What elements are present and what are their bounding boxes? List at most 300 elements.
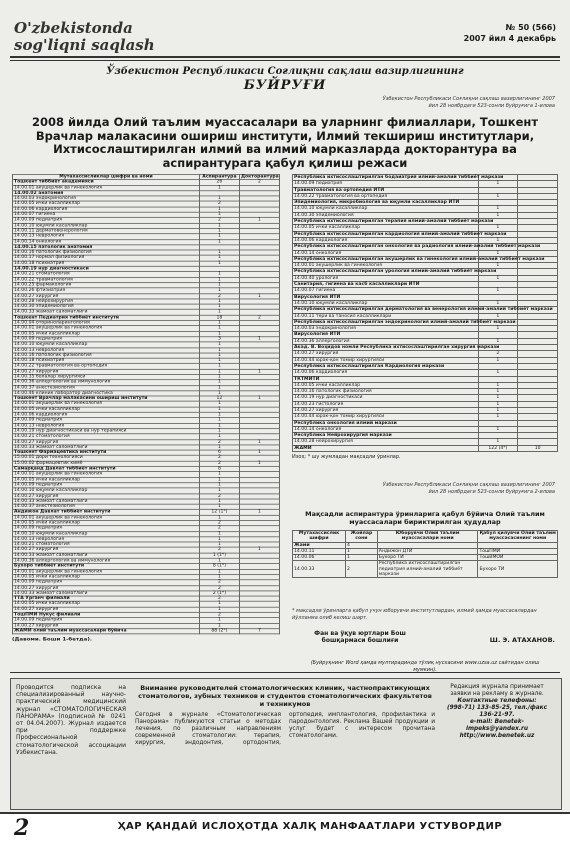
table-cell: 1 (1*)	[199, 553, 239, 558]
table-cell: 1	[199, 385, 239, 390]
table-cell: Республика ихтисослаштирилган акушерлик ва гинекология илмий-амалий тиббиёт маркази	[294, 256, 545, 262]
table-cell: Бухоро ТИ	[377, 555, 478, 561]
table-cell: 2	[199, 201, 239, 206]
table-cell: 14.00.15 патологик анатомия	[13, 245, 200, 250]
table-cell: 14.00.36 аллергология ва иммунология	[13, 380, 200, 385]
table-note: Изоҳ: * шу жумладан мақсадли ўринлар.	[292, 454, 401, 461]
table-cell: 14.00.18 психиатрия	[13, 261, 200, 266]
table-cell: 1	[199, 618, 239, 623]
table-cell: 1	[199, 623, 239, 628]
table-cell: 14.00.01 акушерлик ва гинекология	[13, 515, 200, 520]
admission-plan-table-right	[292, 174, 558, 460]
table-cell: 2	[478, 351, 518, 357]
contact-web: http://www.benetek.uz	[459, 733, 535, 739]
table-cell: 14.00.04 оториноларингология	[13, 320, 200, 325]
table-cell: 1	[199, 347, 239, 352]
table-cell: 1	[478, 275, 518, 281]
table-cell: 14.00.21 стоматология	[13, 542, 200, 547]
table-cell: Республика ихтисослаштирилган онкология ва радиология илмий-амалий тиббиёт маркази	[294, 244, 541, 250]
table-cell: ТКТМИТИ	[293, 376, 479, 382]
table-cell: 1	[478, 181, 518, 187]
table-cell: 14.00.09 педиатрия	[13, 483, 200, 488]
table-cell: 1	[199, 558, 239, 563]
table-cell: 14.00.28 нейрохирургия	[13, 299, 200, 304]
ministry-name: Ўзбекистон Республикаси Соғлиқни сақлаш вазирлигининг	[106, 66, 464, 77]
table-cell: 14.00.22 травматология ва ортопедия	[293, 193, 479, 199]
table-cell: 1	[199, 234, 239, 239]
table-cell: 14.00.06 кардиология	[13, 207, 200, 212]
ad-headline: Внимание руководителей стоматологических клиник, частнопрактикующих стоматологов, зубных техников и студентов стоматологических факультетов и техникумов	[138, 684, 432, 708]
annex-2-note: Ўзбекистон Республикаси Соғлиқни сақлаш вазирлигининг 2007 йил 28 ноябрдаги 523-сонли буйруғига 2-илова	[382, 482, 555, 495]
table-cell: 1	[199, 223, 239, 228]
table-cell: 1	[199, 429, 239, 434]
table-cell: 1	[199, 472, 239, 477]
table-cell: 1	[199, 272, 239, 277]
table-cell: 1	[478, 357, 518, 363]
table-cell: 1	[199, 331, 239, 336]
table-cell: Тошкент тиббиёт академияси	[13, 180, 200, 185]
table-cell: 3	[199, 337, 239, 342]
table-cell: 2	[199, 612, 239, 617]
table-cell: 1	[199, 283, 239, 288]
table-cell: 1	[199, 607, 239, 612]
table-cell: 1	[239, 396, 279, 401]
ad-body-text: Сегодня в журнале «Стоматологическая Панорама» публикуются статьи о методах лечения, по различным направлениям современной стоматологии: терапия, хирургия, эндодонтия, ортодонтия, ортопедия, имплантология, профилактика и пародонтология. Реклама Вашей продукции и услуг будет с интересом прочитана стоматологами.	[135, 712, 435, 746]
issue-date: 2007 йил 4 декабрь	[463, 34, 556, 43]
table-cell: 14.00.23 гистология	[293, 401, 479, 407]
table-cell: 14.00.30 эпидемиология	[293, 212, 479, 218]
table-cell: 14.00.09 педиатрия	[293, 181, 479, 187]
table-cell: 2	[346, 561, 378, 578]
masthead-rule-thin	[10, 60, 560, 61]
table-cell: 2	[199, 293, 239, 298]
table-cell: 1	[199, 537, 239, 542]
table-cell: 14.00.02 анатомия	[13, 191, 200, 196]
table-cell: 2	[199, 585, 239, 590]
table-cell: 14.00.05 ички касалликлар	[293, 382, 479, 388]
table-cell: 1	[199, 207, 239, 212]
table-cell: 1	[199, 342, 239, 347]
table-cell: 14.00.14 онкология	[293, 250, 479, 256]
table-cell: 1	[478, 300, 518, 306]
table-cell: 14.00.10 юқумли касалликлар	[293, 206, 479, 212]
table-cell: 1	[478, 401, 518, 407]
table-cell: 14.00.16 патологик физиология	[13, 353, 200, 358]
table-cell: 14.00.46 клиник лаборатор диагностика	[13, 391, 200, 396]
table-cell: 1	[478, 407, 518, 413]
table-cell: 1	[199, 239, 239, 244]
table-cell: 1	[478, 338, 518, 344]
table-cell: 14.00.27 хирургия	[13, 439, 200, 444]
table-cell: 88 (2*)	[199, 629, 239, 634]
table-cell: 14.00.13 неврология	[13, 423, 200, 428]
table-cell: 1	[239, 548, 279, 553]
table-cell: 1	[199, 196, 239, 201]
table-cell: 14.00.07 гигиена	[293, 288, 479, 294]
table-cell: 1	[239, 218, 279, 223]
table-cell: 1	[199, 261, 239, 266]
t2-header-cell: Жойлар сони	[346, 531, 378, 543]
table-cell: 1	[346, 548, 378, 554]
table-cell: 1	[239, 439, 279, 444]
table-cell: 14.00.10 юқумли касалликлар	[293, 300, 479, 306]
table-cell: 14.00.01 акушерлик ва гинекология	[293, 263, 479, 269]
table-cell: 14.00.33 жамоат саломатлиги	[13, 445, 200, 450]
table-cell: 2	[199, 526, 239, 531]
table-cell: 14.00.01 акушерлик ва гинекология	[13, 472, 200, 477]
table-cell: 14.00.25 фармакология	[13, 283, 200, 288]
table-cell: ТошПМИ Нукус филиали	[13, 612, 200, 617]
table-cell: Республика ихтисослаштирилган педиатрия илмий-амалий тиббиёт маркази	[377, 561, 478, 578]
web-note: (Буйруқнинг Word ҳамда мултирадинда тўлиқ нусхасини www.uzsa.uz сайтидан олиш мумкин).	[310, 660, 540, 673]
table-cell: 1	[199, 369, 239, 374]
table-cell: 1	[199, 477, 239, 482]
table-cell: 14.00.44 юрак-қон томир хирургияси	[293, 414, 479, 420]
table-cell: 1	[199, 229, 239, 234]
table-cell: 1	[199, 358, 239, 363]
table-2-title: Мақсадли аспирантура ўринларига қабул бўйича Олий таълим муассасалари бириктирилган ҳудудлар	[305, 510, 545, 526]
order-headline: 2008 йилда Олий таълим муассасалари ва уларнинг филиаллари, Тошкент Врачлар малакасини ошириш институти, Илмий текшириш институтлари, Ихтисослаштирилган илмий ва илмий марказларда докторантура ва аспирантурага қабул қилиш режаси	[31, 115, 539, 170]
table-cell: 1	[199, 569, 239, 574]
table-cell: Республика ихтисослаштирилган Кардиология маркази	[293, 363, 479, 369]
table-cell: 14.00.05 ички касалликлар	[13, 331, 200, 336]
table-cell: 18	[199, 315, 239, 320]
table-cell: Вирусология ИТИ	[293, 332, 479, 338]
contact-title: Контактные телефоны:	[457, 698, 537, 704]
table-cell: Тошкент Врачлар малакасини ошириш институти	[13, 396, 200, 401]
table-cell: Жами	[293, 542, 346, 548]
table-cell: 1	[199, 531, 239, 536]
table-cell: 14.00.05 ички касалликлар	[13, 407, 200, 412]
t2-header-cell: Юборувчи Олий таълим муассасалари номи	[377, 531, 478, 543]
ad-contacts	[440, 684, 554, 740]
table-cell: 14.00.22 травматология ва ортопедия	[13, 364, 200, 369]
table-cell: Бухоро тиббиёт институти	[13, 564, 200, 569]
table-cell: 1	[478, 395, 518, 401]
table-cell: Эпидемиология, микробиология ва юқумли касалликлар ИТИ	[293, 200, 479, 206]
table-cell: 1	[199, 499, 239, 504]
table-cell: 14.00.01 акушерлик ва гинекология	[13, 185, 200, 190]
admission-plan-table-left	[12, 174, 280, 642]
table-cell: 14.00.10 юқумли касалликлар	[13, 531, 200, 536]
table-cell: Андижон Давлат тиббиёт институти	[13, 510, 200, 515]
contact-intro: Редакция журнала принимает заявки на рекламу в журнале.	[450, 684, 544, 697]
table-cell: 1	[199, 542, 239, 547]
table-cell: 14.00.16 патологик физиология	[13, 250, 200, 255]
table-cell: 1	[199, 380, 239, 385]
table-cell: 14.00.17 нормал физиология	[13, 256, 200, 261]
table-cell: 2	[199, 461, 239, 466]
contact-phone: (998-71) 133-85-25, тел./факс 136-21-97.	[446, 705, 548, 718]
table-cell: 14.00.05 ички касалликлар	[13, 201, 200, 206]
table-row	[293, 256, 558, 262]
table-cell: Республика ихтисослаштирилган эндокринология илмий-амалий тиббиёт маркази	[294, 319, 516, 325]
tL-header-cell: Докторантура	[240, 174, 279, 180]
table-cell: 122 (4*)	[478, 445, 518, 451]
table-cell: 1	[199, 483, 239, 488]
table-cell: ЖАМИ	[293, 445, 479, 451]
table-cell: 1	[239, 369, 279, 374]
table-cell: 14.00.09 педиатрия	[13, 337, 200, 342]
table-cell: 14.00.36 аллергология ва иммунология	[13, 558, 200, 563]
table-cell: 14.00.40 урология	[293, 275, 479, 281]
table-cell: 14.00.21 стоматология	[13, 272, 200, 277]
table-cell: ТТА Урганч филиали	[13, 596, 200, 601]
table-cell: 1	[478, 193, 518, 199]
continued-note: (Давоми. Боши 1-бетда).	[12, 637, 92, 643]
table-cell: Тошкент Педиатрия тиббиёт институти	[13, 315, 200, 320]
table-cell: 1	[478, 212, 518, 218]
table-cell: 1	[199, 299, 239, 304]
table-cell: 1	[478, 382, 518, 388]
table-cell: 14.00.01 акушерлик ва гинекология	[13, 326, 200, 331]
table-cell: 14.00.13 неврология	[13, 234, 200, 239]
table-cell: 14.00.05 ички касалликлар	[13, 602, 200, 607]
issue-number: № 50 (566)	[505, 23, 556, 32]
table-cell: 14.00.03 эндокринология	[293, 326, 479, 332]
table-cell: 1	[478, 225, 518, 231]
table-cell: Республика Нейрохирургия маркази	[293, 433, 479, 439]
table-cell: Акад. В. Воҳидов номли Республика ихтисослаштирилган хирургия маркази	[294, 345, 500, 351]
table-cell: 14.00.09 педиатрия	[13, 618, 200, 623]
table-cell: 1	[478, 389, 518, 395]
table-cell: 1	[199, 212, 239, 217]
signature-name: Ш. Э. АТАХАНОВ.	[489, 636, 555, 644]
table-cell: Андижон ДТИ	[377, 548, 478, 554]
logo-line-2: sog'liqni saqlash	[14, 36, 155, 54]
table-cell: 14.00.44 юрак-қон томир хирургияси	[293, 357, 479, 363]
table-cell: 1	[199, 423, 239, 428]
table-cell: 2	[199, 218, 239, 223]
table-cell: 2	[199, 456, 239, 461]
table-cell: ТошВМОИ	[478, 555, 558, 561]
t2-header-cell: Мутахассислик шифри	[293, 531, 346, 543]
table-cell: 14.00.06 кардиология	[293, 370, 479, 376]
table-cell: 14.00.27 хирургия	[13, 623, 200, 628]
table-cell: 14.00.05 ички касалликлар	[13, 520, 200, 525]
table-cell: 1	[478, 206, 518, 212]
target-places-table	[292, 530, 558, 578]
table-cell: Республика ихтисослаштирилган дерматология ва венерология илмий-амалий тиббиёт маркази	[294, 307, 553, 313]
table-cell: 2	[239, 315, 279, 320]
table-cell: 1	[199, 402, 239, 407]
table-cell: 14.00.09 педиатрия	[13, 526, 200, 531]
table-cell: 14.00.10 юқумли касалликлар	[13, 223, 200, 228]
table-cell: 14.00.26 фтизиатрия	[13, 288, 200, 293]
tL-header-cell: Мутахассисликлар шифри ва номи	[13, 174, 200, 179]
section-divider	[10, 672, 560, 673]
table-cell: Санитария, гигиена ва касб касалликлари ИТИ	[293, 282, 479, 288]
table-cell: 14.00.05 ички касалликлар	[293, 225, 479, 231]
table-cell: 1	[478, 370, 518, 376]
t2-header-row	[293, 531, 558, 543]
table-cell: Бухоро ТИ	[478, 561, 558, 578]
table-cell: 1	[199, 364, 239, 369]
table-cell: 1	[199, 320, 239, 325]
table-cell: 1	[199, 445, 239, 450]
t2-header-cell: Қабул қилувчи Олий таълим муассасасининг номи	[479, 531, 556, 542]
table-cell: 14.00.19 нур диагностикаси	[13, 266, 200, 271]
table-cell: 1	[478, 263, 518, 269]
table-cell: 1	[199, 250, 239, 255]
table-cell: 7	[239, 629, 279, 634]
table-cell: 14.00.16 патологик физиология	[293, 389, 479, 395]
table-row	[13, 629, 280, 634]
table-cell: 14.00.28 нейрохирургия	[293, 439, 479, 445]
table-cell: 14.00.06 кардиология	[13, 412, 200, 417]
table-cell: 14.00.09 педиатрия	[13, 580, 200, 585]
table-cell: 14.00.11	[293, 548, 346, 554]
table-cell: 2 (1*)	[199, 591, 239, 596]
table-cell: 1	[199, 185, 239, 190]
table-cell: 14.00.10 юқумли касалликлар	[13, 488, 200, 493]
table-cell: 1	[239, 337, 279, 342]
table-cell: 2	[199, 596, 239, 601]
table-cell: 14.00.27 хирургия	[13, 607, 200, 612]
table-cell: Республика ихтисослаштирилган бодаиатрия илмий-амалий тиббиёт маркази	[294, 175, 504, 180]
table-cell: Республика ихтисослаштирилган урология илмий-амалий тиббиёт маркази	[294, 269, 497, 275]
table-cell: 12 (1*)	[199, 510, 239, 515]
table-cell: 1	[478, 288, 518, 294]
table-cell: 14.00.05 ички касалликлар	[13, 477, 200, 482]
table-cell: 14.00.05 ички касалликлар	[13, 575, 200, 580]
table-cell: 14.00.27 хирургия	[13, 293, 200, 298]
table-cell: Травматология ва ортопедия ИТИ	[293, 187, 479, 193]
table-cell: 14.00.22 травматология	[13, 277, 200, 282]
table-cell: 1	[478, 439, 518, 445]
table-cell: 14.00.27 хирургия	[13, 585, 200, 590]
footer-slogan: ҲАР ҚАНДАЙ ИСЛОҲОТДА ХАЛҚ МАНФААТЛАРИ УСТУВОРДИР	[117, 821, 503, 832]
table-cell: 14.00.13 неврология	[13, 537, 200, 542]
table-cell: 15.00.01 дори технологияси	[13, 456, 200, 461]
table-cell: 14.00.27 хирургия	[293, 351, 479, 357]
table-cell: 1	[239, 461, 279, 466]
table-cell: 1	[199, 304, 239, 309]
table-cell: 14.00.01 акушерлик ва гинекология	[13, 402, 200, 407]
subscription-text: Проводится подписка на специализированный научно-практический медицинский журнал «СТОМАТОЛОГИЧЕСКАЯ ПАНОРАМА» (подписной № 0241 от 04.04.2007). Журнал издается при поддержке Профессиональной стоматологической ассоциации Узбекистана.	[16, 684, 126, 756]
table-cell: 14.00.10 юқумли касалликлар	[13, 342, 200, 347]
page-number: 2	[14, 815, 30, 841]
table-cell: 10	[518, 445, 558, 451]
table-cell: 1	[199, 353, 239, 358]
table-cell: 14.00.18 психиатрия	[13, 358, 200, 363]
table-cell: 1	[478, 250, 518, 256]
table-cell: 1	[199, 504, 239, 509]
table-cell: 14.00.09 педиатрия	[13, 418, 200, 423]
table-cell: 14.00.06	[293, 555, 346, 561]
table-2-footnote: * мақсадли ўринларга қабул учун юборувчи институтлардан, илмий ҳамда муассасалардан йўлланма олиб келиш шарт.	[292, 608, 537, 621]
table-cell: Республика онкология илмий маркази	[293, 420, 479, 426]
table-cell: 1	[199, 412, 239, 417]
table-cell: 1	[478, 237, 518, 243]
table-cell: 1	[199, 602, 239, 607]
table-cell: 14.00.33 жамоат саломатлиги	[13, 553, 200, 558]
table-cell: 2	[199, 493, 239, 498]
masthead-rule	[10, 56, 560, 58]
tL-header-cell: Аспирантура	[199, 174, 239, 179]
table-cell: 14.00.19 нур диагностикаси ва нур терапияси	[13, 429, 200, 434]
table-cell: 26	[199, 180, 239, 185]
table-cell: 1	[199, 310, 239, 315]
table-row	[293, 445, 558, 451]
table-cell: 8	[199, 466, 239, 471]
table-cell: 14.00.11 тери ва таносил касалликлари	[293, 313, 479, 319]
table-cell: 1	[199, 326, 239, 331]
table-cell: 14.00.27 хирургия	[13, 369, 200, 374]
table-cell: 1	[478, 426, 518, 432]
table-cell: 14.00.33 жамоат саломатлиги	[13, 310, 200, 315]
table-cell: 1	[478, 313, 518, 319]
table-cell: 15.00.02 фармацевтик кимё	[13, 461, 200, 466]
table-cell: 6	[199, 450, 239, 455]
table-cell: 2	[199, 548, 239, 553]
table-cell: 14.00.03 эндокринология	[13, 196, 200, 201]
table-cell: 14.00.14 онкология	[13, 239, 200, 244]
table-cell: 1	[199, 277, 239, 282]
table-cell: 8 (1*)	[199, 564, 239, 569]
table-cell: 2	[199, 520, 239, 525]
table-cell: 14.00.27 хирургия	[13, 493, 200, 498]
table-cell: 14.00.07 гигиена	[13, 212, 200, 217]
table-cell: Республика ихтисослаштирилган терапия илмий-амалий тиббиёт маркази	[294, 219, 494, 225]
table-cell: 1	[239, 450, 279, 455]
newspaper-logo	[14, 20, 164, 58]
table-row	[293, 561, 558, 578]
table-cell: 1	[239, 510, 279, 515]
table-cell: 2	[239, 180, 279, 185]
table-cell: 14.00.35 болалар хирургияси	[13, 374, 200, 379]
table-cell: 12	[199, 396, 239, 401]
table-cell: 14.00.11 дерматовенерология	[13, 229, 200, 234]
table-cell: 1	[199, 256, 239, 261]
contact-email: e-mail: Benetek-impeks@yandex.ru	[465, 719, 529, 732]
table-cell: 14.00.33	[293, 561, 346, 578]
logo-line-1: O'zbekistonda	[14, 19, 133, 37]
table-cell: ТошПМИ	[478, 548, 558, 554]
order-title: БУЙРУҒИ	[243, 78, 327, 93]
table-cell: 1	[199, 434, 239, 439]
table-cell: 1	[478, 414, 518, 420]
annex-note: Ўзбекистон Республикаси Соғлиқни сақлаш вазирлигининг 2007 йил 28 ноябрдаги 523-сонли буйруғига 1-илова	[382, 96, 555, 109]
table-cell: 14.00.14 онкология	[293, 426, 479, 432]
table-cell: ЖАМИ олий таълим муассасалари бўйича	[13, 629, 200, 634]
signature-title: Фан ва ўқув юртлари Бош бошқармаси бошлиғи	[314, 630, 406, 644]
table-cell: 14.00.13 неврология	[13, 347, 200, 352]
table-cell: 1	[199, 407, 239, 412]
table-cell: 14.00.06 кардиология	[293, 237, 479, 243]
table-cell: 1	[199, 488, 239, 493]
table-cell: 1	[239, 293, 279, 298]
table-cell: 14.00.27 хирургия	[293, 407, 479, 413]
table-cell: 1	[478, 326, 518, 332]
table-cell: 1	[346, 555, 378, 561]
table-cell: 14.00.37 анестезиология	[13, 385, 200, 390]
table-cell: Тошкент Фармацевтика институти	[13, 450, 200, 455]
table-cell: 4	[346, 542, 378, 548]
table-cell: 14.00.09 педиатрия	[13, 218, 200, 223]
table-cell: 2	[199, 580, 239, 585]
table-cell: Вирусология ИТИ	[293, 294, 479, 300]
table-cell: 14.00.19 нур диагностикаси	[293, 395, 479, 401]
table-cell: Самарқанд Давлат тиббиёт институти	[13, 466, 200, 471]
table-cell: 1	[199, 391, 239, 396]
table-cell: 14.00.33 жамоат саломатлиги	[13, 591, 200, 596]
table-cell: Республика ихтисослаштирилган кардиология илмий-амалий тиббиёт маркази	[294, 231, 507, 237]
table-cell: 1	[199, 575, 239, 580]
table-cell: 1	[199, 418, 239, 423]
table-cell: 14.00.33 жамоат саломатлиги	[13, 499, 200, 504]
table-cell: 2	[199, 439, 239, 444]
